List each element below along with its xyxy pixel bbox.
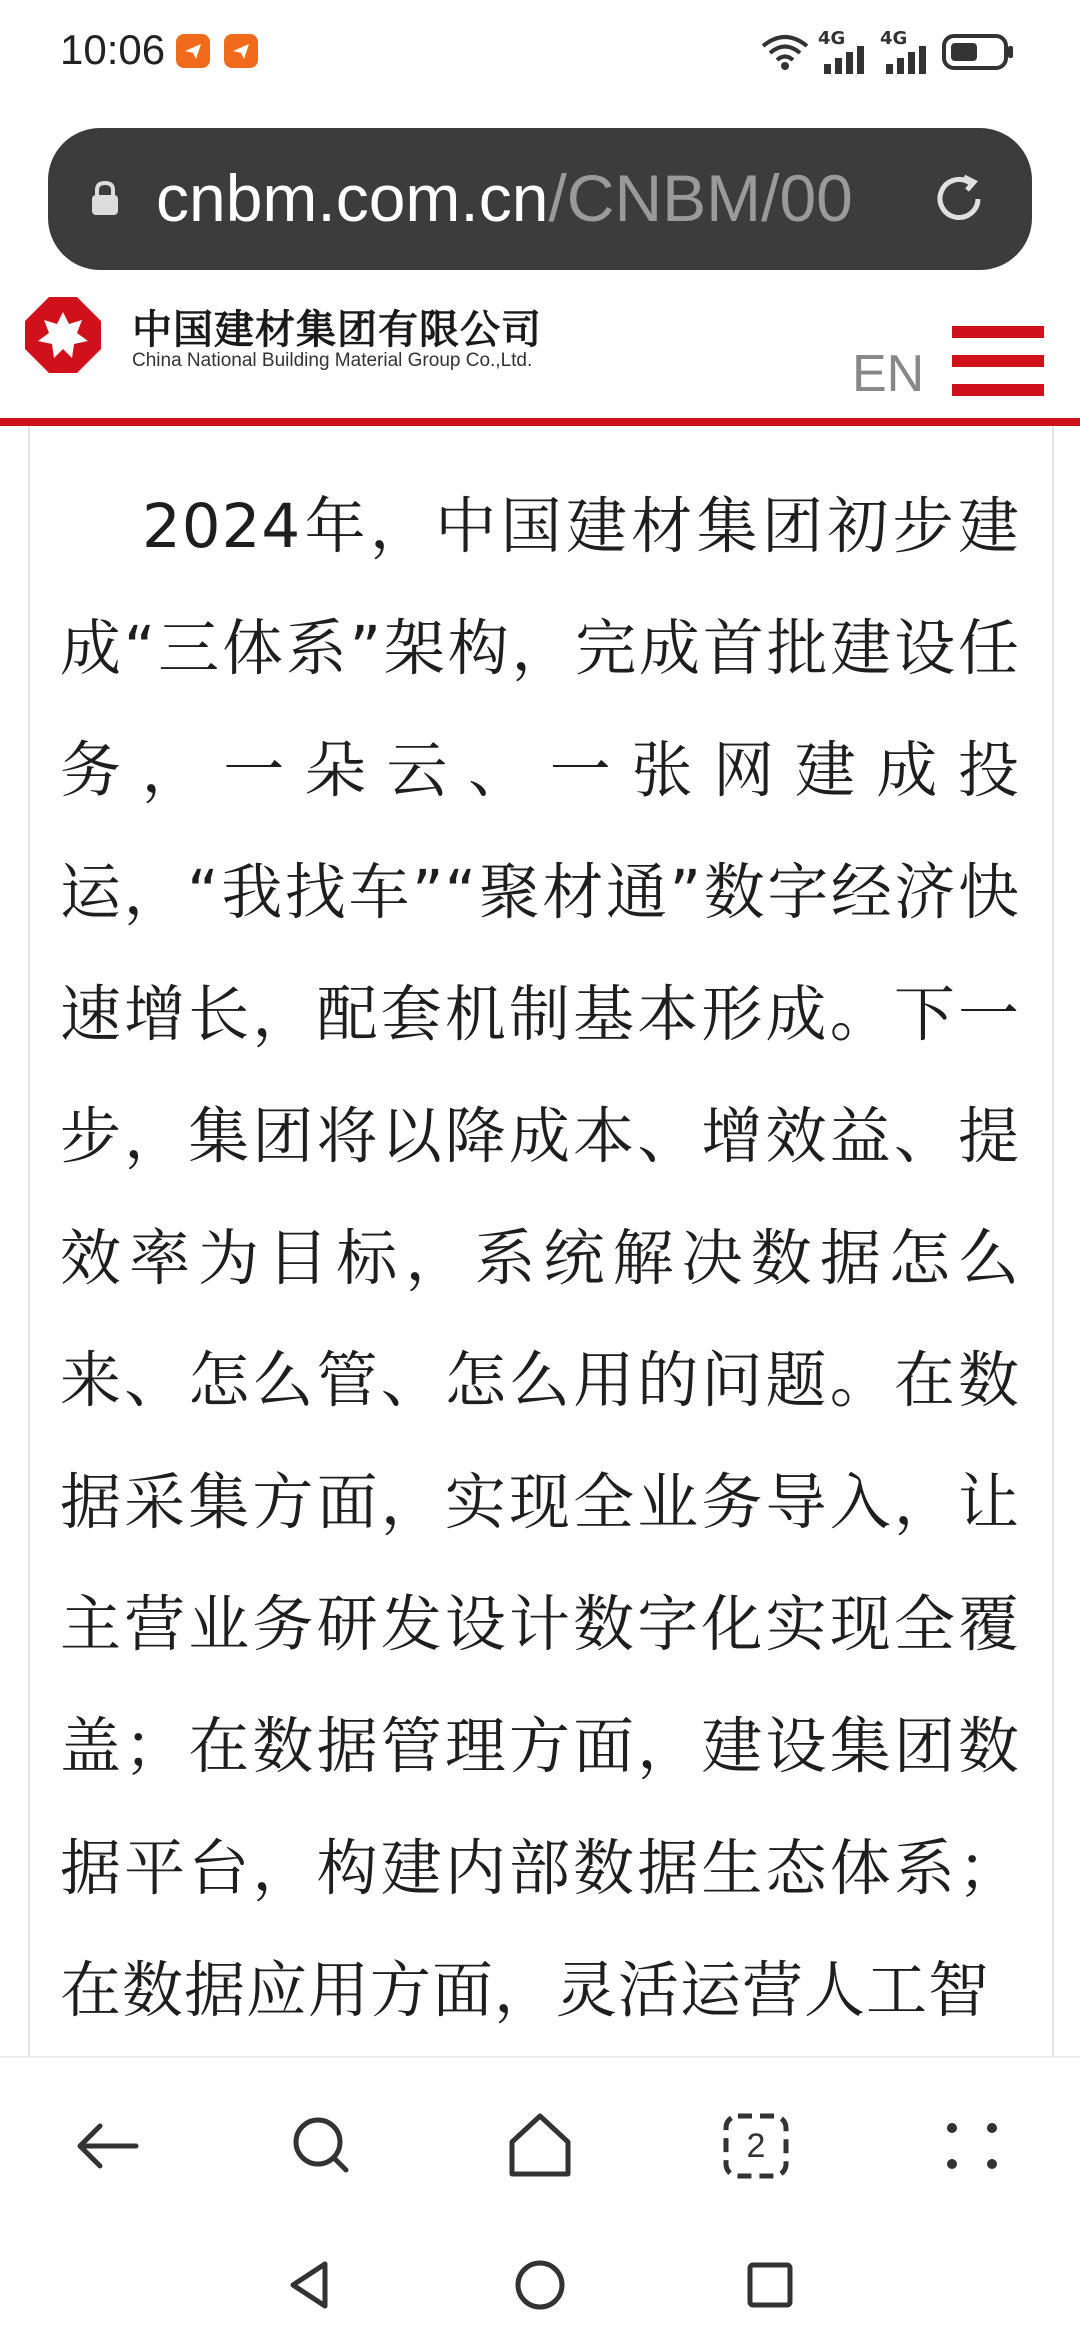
network-type-label: 4G <box>880 28 908 49</box>
reload-icon[interactable] <box>930 170 988 228</box>
browser-toolbar <box>0 2056 1080 2230</box>
url-domain: cnbm.com.cn <box>156 161 549 235</box>
home-icon <box>492 2098 588 2194</box>
menu-icon[interactable] <box>952 326 1044 396</box>
url-text[interactable] <box>156 158 946 238</box>
network-type-label: 4G <box>818 28 846 49</box>
lock-icon <box>90 180 120 218</box>
more-options-button[interactable] <box>924 2098 1020 2194</box>
site-header <box>0 280 1080 420</box>
app-notification-icon <box>224 34 258 68</box>
back-button[interactable] <box>60 2098 156 2194</box>
home-button[interactable] <box>492 2098 588 2194</box>
status-time: 10:06 <box>60 26 166 73</box>
article-paragraph: 2024年，中国建材集团初步建成“三体系”架构，完成首批建设任务，一朵云、一张网建成投运，“我找车”“聚材通”数字经济快速增长，配套机制基本形成。下一步，集团将以降成本、增效益、提效率为目标，系统解决数据怎么来、怎么管、怎么用的问题。在数据采集方面，实现全业务导入，让主营业务研发设计数字化实现全覆盖；在数据管理方面，建设集团数据平台，构建内部数据生态体系；在数据应用方面，灵活运营人工智 <box>60 491 1020 2026</box>
url-path: /CNBM/00 <box>548 161 853 235</box>
square-recents-icon <box>735 2250 805 2320</box>
address-bar[interactable] <box>48 128 1032 270</box>
header-divider <box>0 418 1080 426</box>
tabs-button[interactable] <box>708 2098 804 2194</box>
triangle-back-icon <box>275 2250 345 2320</box>
arrow-left-icon <box>60 2098 156 2194</box>
system-navigation-bar <box>0 2228 1080 2340</box>
language-switch-button[interactable]: EN <box>852 345 925 403</box>
app-notification-icon <box>176 34 210 68</box>
four-dots-icon <box>924 2098 1020 2194</box>
nav-home-button[interactable] <box>505 2250 575 2320</box>
status-bar <box>0 0 1080 100</box>
nav-back-button[interactable] <box>275 2250 345 2320</box>
signal-4g-icon <box>880 30 936 74</box>
cnbm-logo-icon[interactable] <box>22 294 104 376</box>
battery-icon <box>942 32 1016 72</box>
tab-count: 2 <box>746 2127 766 2165</box>
search-button[interactable] <box>274 2098 370 2194</box>
site-name-cn: 中国建材集团有限公司 <box>132 307 542 353</box>
search-icon <box>274 2098 370 2194</box>
wifi-icon <box>760 32 810 72</box>
site-name-en: China National Building Material Group Co.,Ltd. <box>132 350 533 371</box>
nav-recents-button[interactable] <box>735 2250 805 2320</box>
circle-home-icon <box>505 2250 575 2320</box>
signal-4g-icon <box>818 30 874 74</box>
